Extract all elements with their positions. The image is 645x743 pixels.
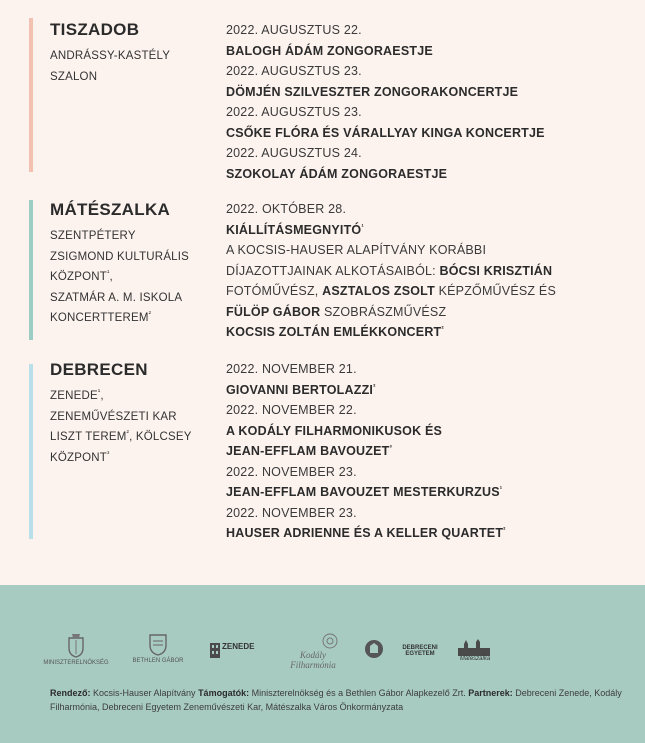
venue-line: SZENTPÉTERY — [50, 230, 136, 242]
accent-bar — [29, 200, 33, 340]
mateszalka-logo — [455, 632, 495, 672]
logo-caption: Kodály Filharmónia — [290, 650, 336, 670]
city-name: DEBRECEN — [50, 360, 148, 379]
event-title: JEAN-EFFLAM $BAVOUZET^{^3}$ — [226, 444, 393, 458]
event-date: 2022. AUGUSZTUS 24. — [226, 146, 362, 160]
venue-block — [50, 20, 220, 87]
zenede-logo — [208, 632, 258, 672]
description-text: KÉPZŐMŰVÉSZ ÉS — [434, 284, 556, 298]
event-title: BALOGH ÁDÁM ZONGORAESTJE — [226, 43, 433, 58]
university-logo — [362, 632, 452, 672]
venue-lines — [50, 386, 220, 468]
partners-label: Partnerek: — [468, 688, 513, 698]
section-tiszadob — [0, 14, 645, 181]
supporters-text: Miniszterelnökség és a Bethlen Gábor Alapkezelő Zrt. — [249, 688, 469, 698]
logo-caption: ZENEDE — [222, 642, 255, 651]
event-date: 2022. OKTÓBER 28. — [226, 202, 347, 216]
accent-bar — [29, 18, 33, 172]
ministry-logo — [40, 632, 112, 672]
venue-line: SZATMÁR A. M. ISKOLA — [50, 291, 183, 304]
event-title: CSŐKE FLÓRA ÉS VÁRALLYAY KINGA KONCERTJE — [226, 125, 545, 140]
section-debrecen — [0, 357, 645, 542]
event-date: 2022. AUGUSZTUS 22. — [226, 23, 362, 37]
venue-lines — [50, 226, 220, 329]
event-date: 2022. NOVEMBER 21. — [226, 362, 357, 376]
description-text: SZOBRÁSZMŰVÉSZ — [320, 304, 447, 319]
event-date: 2022. AUGUSZTUS 23. — [226, 64, 362, 78]
credits-text — [50, 686, 630, 714]
event-date: 2022. AUGUSZTUS 23. — [226, 105, 362, 119]
organizer-label: Rendező: — [50, 688, 91, 698]
logo-row — [40, 632, 600, 672]
venue-line: SZALON — [50, 70, 98, 83]
event-date: 2022. NOVEMBER 23. — [226, 464, 357, 479]
venue-line: ZSIGMOND KULTURÁLIS — [50, 250, 190, 263]
event-description-line — [226, 281, 631, 302]
venue-line: $KONCERTTEREM^{^2}$ — [50, 311, 152, 324]
organizer-text: Kocsis-Hauser Alapítvány — [90, 688, 199, 698]
artist-name: BÓCSI KRISZTIÁN — [439, 263, 553, 278]
logo-caption: DEBRECENI EGYETEM — [402, 645, 438, 657]
kodaly-logo — [278, 632, 348, 672]
event-list — [226, 199, 631, 343]
event-description-line — [226, 302, 631, 323]
logo-caption: Mátészalka — [459, 656, 491, 662]
venue-line: LISZT $TEREM^{^2}$, KÖLCSEY — [50, 430, 192, 443]
event-title: $KIÁLLÍTÁSMEGNYITÓ^{^1}$ — [226, 222, 364, 237]
city-name: TISZADOB — [50, 20, 140, 39]
supporters-label: Támogatók: — [198, 688, 250, 698]
orchestra-icon — [320, 632, 340, 650]
venue-block — [50, 360, 220, 468]
venue-line: ANDRÁSSY-KASTÉLY — [50, 50, 171, 62]
event-description-line — [226, 261, 631, 282]
artist-name: ASZTALOS ZSOLT — [322, 284, 435, 298]
event-list — [226, 20, 631, 184]
venue-lines — [50, 46, 220, 87]
event-title: KOCSIS ZOLTÁN $EMLÉKKONCERT^{^2}$ — [226, 325, 444, 339]
city-name: MÁTÉSZALKA — [50, 200, 171, 219]
university-seal-icon — [364, 638, 384, 660]
event-date: 2022. NOVEMBER 22. — [226, 403, 357, 417]
event-title: JEAN-EFFLAM BAVOUZET $MESTERKURZUS^{^1}$ — [226, 485, 503, 499]
shield-icon — [148, 632, 168, 656]
logo-caption: MINISZTERELNÖKSÉG — [43, 660, 109, 666]
event-date: 2022. NOVEMBER 23. — [226, 505, 357, 520]
venue-line: $KÖZPONT^{^3}$ — [50, 450, 110, 464]
section-mateszalka — [0, 196, 645, 346]
event-title: HAUSER ADRIENNE ÉS A KELLER $QUARTET^{^2}$ — [226, 526, 506, 540]
event-date: A KOCSIS-HAUSER ALAPÍTVÁNY KORÁBBI — [226, 243, 487, 257]
town-skyline-icon — [456, 638, 494, 658]
logo-caption: BETHLEN GÁBOR — [132, 658, 184, 664]
venue-line: $KÖZPONT^{^1}$, — [50, 270, 113, 283]
event-title: A KODÁLY FILHARMONIKUSOK ÉS — [226, 423, 443, 438]
description-text: DÍJAZOTTJAINAK ALKOTÁSAIBÓL: — [226, 263, 440, 278]
event-title: SZOKOLAY ÁDÁM ZONGORAESTJE — [226, 166, 448, 181]
accent-bar — [29, 364, 33, 539]
venue-line: $ZENEDE^{^1}$, — [50, 389, 104, 402]
partners-text: Debreceni Zenede, Kodály Filharmónia, Debreceni Egyetem Zeneművészeti Kar, Mátészalka Város Önkormányzata — [50, 688, 622, 712]
sponsor-footer — [0, 585, 645, 743]
artist-name: FÜLÖP GÁBOR — [226, 304, 321, 319]
event-title: GIOVANNI $BERTOLAZZI^{^2}$ — [226, 382, 376, 397]
coat-of-arms-icon — [66, 632, 86, 658]
bethlen-logo — [128, 632, 188, 672]
event-list — [226, 359, 631, 544]
venue-line: ZENEMŰVÉSZETI KAR — [50, 410, 177, 423]
event-title: DÖMJÉN SZILVESZTER ZONGORAKONCERTJE — [226, 84, 519, 99]
description-text: FOTÓMŰVÉSZ, — [226, 284, 323, 298]
venue-block — [50, 200, 220, 329]
